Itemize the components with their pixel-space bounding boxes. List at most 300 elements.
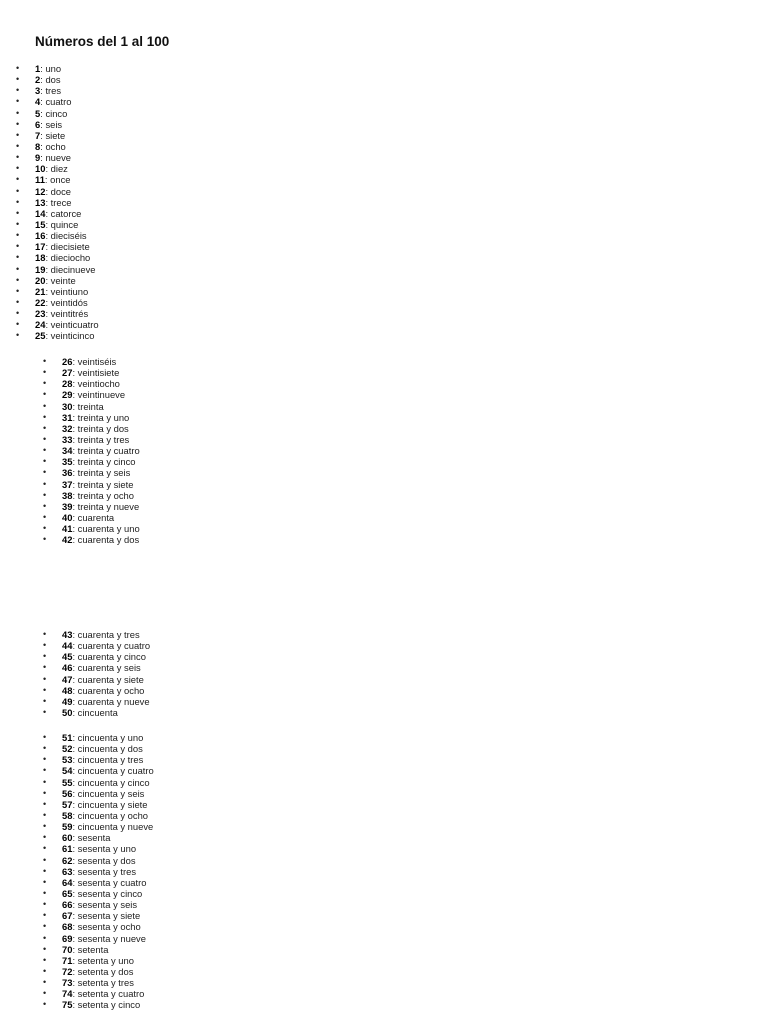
number-word: diecinueve [50,263,96,275]
separator: : [72,854,78,866]
list-item [62,910,154,921]
list-item [62,799,154,810]
number-value: 68 [62,921,73,933]
number-value: 42 [62,534,73,546]
list-item [62,933,154,944]
number-word: cuarenta y siete [77,673,144,685]
separator: : [45,252,51,264]
number-value: 38 [62,489,73,501]
separator: : [45,308,51,320]
separator: : [72,695,78,707]
number-word: cincuenta y seis [77,787,145,799]
number-value: 41 [62,523,73,535]
list-item [62,843,154,854]
separator: : [72,999,78,1011]
number-value: 44 [62,640,73,652]
list-item [35,96,99,107]
number-value: 35 [62,456,73,468]
number-value: 75 [62,999,73,1011]
list-item [62,412,140,423]
separator: : [45,185,51,197]
list-item [35,208,99,219]
number-word: sesenta y siete [77,910,141,922]
number-value: 47 [62,673,73,685]
number-value: 4 [35,96,41,108]
list-item [62,640,150,651]
number-word: treinta y siete [77,478,134,490]
separator: : [72,456,78,468]
list-item [62,367,140,378]
separator: : [40,63,46,74]
separator: : [72,754,78,766]
separator: : [72,809,78,821]
number-value: 30 [62,400,73,412]
list-item [62,490,140,501]
number-word: setenta y cinco [77,999,141,1011]
separator: : [45,285,51,297]
separator: : [72,921,78,933]
list-item [35,230,99,241]
separator: : [72,843,78,855]
number-word: setenta y tres [77,977,134,989]
list-item [62,456,140,467]
number-word: quince [50,218,79,230]
separator: : [72,865,78,877]
separator: : [72,367,78,379]
number-word: veinticuatro [50,319,99,331]
number-value: 32 [62,422,73,434]
number-word: doce [50,185,71,197]
number-word: cincuenta y dos [77,743,143,755]
list-item [62,423,140,434]
number-word: dos [45,74,61,86]
number-value: 20 [35,274,46,286]
list-item [62,378,140,389]
separator: : [72,776,78,788]
number-word: sesenta y ocho [77,921,141,933]
number-word: diez [50,163,68,175]
separator: : [40,74,46,86]
separator: : [72,489,78,501]
list-item [62,966,154,977]
separator: : [45,241,51,253]
number-word: setenta y cuatro [77,988,145,1000]
list-item [62,523,140,534]
number-value: 19 [35,263,46,275]
list-item [62,855,154,866]
list-item [62,356,140,367]
list-item [62,512,140,523]
separator: : [72,684,78,696]
number-value: 72 [62,965,73,977]
separator: : [72,478,78,490]
list-item [62,877,154,888]
list-item [35,85,99,96]
list-item [62,434,140,445]
number-value: 11 [35,174,45,186]
separator: : [40,107,46,119]
separator: : [45,330,51,342]
separator: : [72,511,78,523]
number-word: cuarenta y dos [77,534,140,546]
number-list-26-42 [62,356,140,545]
list-item [62,944,154,955]
list-item [62,501,140,512]
number-value: 43 [62,629,73,640]
separator: : [72,876,78,888]
number-word: cuarenta y uno [77,523,140,535]
number-word: veintinueve [77,389,126,401]
number-word: setenta [77,943,109,955]
separator: : [44,174,51,186]
list-item [62,832,154,843]
separator: : [72,629,78,640]
number-value: 5 [35,107,41,119]
list-item [35,308,99,319]
number-word: dieciséis [50,230,87,242]
number-value: 27 [62,367,73,379]
number-value: 59 [62,821,73,833]
list-item [35,186,99,197]
number-word: cincuenta y cinco [77,776,150,788]
list-item [62,888,154,899]
number-word: cuarenta [77,511,115,523]
number-word: once [50,174,71,186]
number-word: treinta y dos [77,422,129,434]
separator: : [72,954,78,966]
number-list-51-75 [62,732,154,1011]
number-value: 74 [62,988,73,1000]
number-value: 54 [62,765,73,777]
number-value: 22 [35,296,46,308]
number-word: treinta y ocho [77,489,134,501]
number-word: cuarenta y tres [77,629,140,640]
number-word: tres [45,85,62,97]
list-item [35,297,99,308]
number-value: 10 [35,163,46,175]
number-word: veinte [50,274,76,286]
number-value: 33 [62,433,73,445]
number-word: veintiuno [50,285,89,297]
separator: : [72,965,78,977]
list-item [62,685,150,696]
list-item [62,662,150,673]
number-value: 24 [35,319,46,331]
separator: : [40,85,46,97]
number-word: sesenta [77,832,111,844]
list-item [62,810,154,821]
number-word: veintidós [50,296,88,308]
number-value: 34 [62,445,73,457]
separator: : [72,356,78,367]
number-word: cincuenta y cuatro [77,765,154,777]
number-word: cuarenta y ocho [77,684,145,696]
number-value: 60 [62,832,73,844]
separator: : [72,910,78,922]
list-item [62,955,154,966]
list-item [35,141,99,152]
list-item [62,743,154,754]
number-word: treinta y nueve [77,500,140,512]
list-item [35,330,99,341]
list-item [62,696,150,707]
separator: : [72,422,78,434]
number-word: cincuenta y ocho [77,809,149,821]
number-value: 71 [62,954,73,966]
list-item [62,765,154,776]
number-value: 69 [62,932,73,944]
list-item [62,999,154,1010]
number-word: setenta y dos [77,965,134,977]
separator: : [72,467,78,479]
number-word: sesenta y seis [77,899,138,911]
separator: : [40,96,46,108]
list-item [35,286,99,297]
number-word: cuarenta y cuatro [77,640,151,652]
number-word: cincuenta y siete [77,798,148,810]
separator: : [72,640,78,652]
number-list-1-25 [35,63,99,342]
list-item [62,988,154,999]
separator: : [72,651,78,663]
number-value: 8 [35,140,41,152]
number-value: 46 [62,662,73,674]
separator: : [72,732,78,743]
list-item [62,788,154,799]
number-word: veintisiete [77,367,120,379]
number-value: 53 [62,754,73,766]
number-word: cuarenta y nueve [77,695,150,707]
number-list-43-50 [62,629,150,718]
number-word: sesenta y cinco [77,887,143,899]
separator: : [45,218,51,230]
list-item [35,275,99,286]
number-word: uno [45,63,62,74]
separator: : [72,977,78,989]
separator: : [45,207,51,219]
list-item [35,197,99,208]
list-item [35,63,99,74]
number-value: 36 [62,467,73,479]
separator: : [72,400,78,412]
separator: : [72,445,78,457]
number-value: 63 [62,865,73,877]
number-word: treinta y tres [77,433,130,445]
number-word: treinta y cinco [77,456,136,468]
separator: : [72,832,78,844]
number-word: setenta y uno [77,954,134,966]
list-item [62,629,150,640]
separator: : [72,534,78,546]
number-value: 29 [62,389,73,401]
number-value: 45 [62,651,73,663]
number-word: sesenta y cuatro [77,876,147,888]
separator: : [72,943,78,955]
list-item [35,74,99,85]
number-value: 12 [35,185,46,197]
list-item [62,777,154,788]
number-word: cuarenta y seis [77,662,141,674]
number-word: cincuenta [77,706,118,718]
number-word: catorce [50,207,82,219]
number-word: veintitrés [50,308,89,320]
list-item [62,707,150,718]
number-value: 49 [62,695,73,707]
separator: : [45,274,51,286]
list-item [35,119,99,130]
separator: : [72,798,78,810]
separator: : [72,932,78,944]
number-value: 21 [35,285,46,297]
list-item [62,651,150,662]
number-word: veintiséis [77,356,117,367]
separator: : [72,743,78,755]
separator: : [45,163,51,175]
list-item [62,821,154,832]
list-item [62,899,154,910]
list-item [35,130,99,141]
number-word: veinticinco [50,330,95,342]
list-item [62,754,154,765]
number-value: 23 [35,308,46,320]
number-value: 14 [35,207,46,219]
number-value: 51 [62,732,73,743]
number-value: 17 [35,241,46,253]
list-item [35,152,99,163]
number-word: treinta y uno [77,411,130,423]
number-word: dieciocho [50,252,91,264]
list-item [62,467,140,478]
separator: : [45,319,51,331]
number-word: nueve [45,152,71,164]
number-word: treinta [77,400,104,412]
number-word: sesenta y dos [77,854,136,866]
separator: : [72,378,78,390]
number-value: 39 [62,500,73,512]
number-value: 18 [35,252,46,264]
list-item [35,241,99,252]
number-value: 3 [35,85,41,97]
number-word: cincuenta y uno [77,732,144,743]
list-item [62,389,140,400]
number-value: 40 [62,511,73,523]
number-value: 62 [62,854,73,866]
separator: : [45,296,51,308]
number-value: 13 [35,196,46,208]
number-value: 58 [62,809,73,821]
number-value: 66 [62,899,73,911]
number-value: 64 [62,876,73,888]
separator: : [40,129,46,141]
number-value: 31 [62,411,73,423]
separator: : [72,765,78,777]
list-item [35,163,99,174]
number-word: cuatro [45,96,72,108]
list-item [62,534,140,545]
separator: : [72,673,78,685]
separator: : [72,523,78,535]
separator: : [72,706,78,718]
number-value: 61 [62,843,73,855]
number-word: cinco [45,107,68,119]
separator: : [45,230,51,242]
number-word: seis [45,118,63,130]
list-item [62,674,150,685]
number-value: 6 [35,118,41,130]
number-value: 55 [62,776,73,788]
number-word: siete [45,129,66,141]
separator: : [72,988,78,1000]
number-word: veintiocho [77,378,120,390]
number-value: 56 [62,787,73,799]
separator: : [40,118,46,130]
list-item [62,977,154,988]
number-value: 73 [62,977,73,989]
number-word: sesenta y tres [77,865,137,877]
number-word: cincuenta y tres [77,754,144,766]
separator: : [45,263,51,275]
number-word: sesenta y nueve [77,932,146,944]
number-value: 16 [35,230,46,242]
list-item [62,479,140,490]
list-item [35,319,99,330]
separator: : [72,899,78,911]
separator: : [45,196,51,208]
separator: : [40,140,46,152]
number-value: 2 [35,74,41,86]
number-word: cuarenta y cinco [77,651,146,663]
separator: : [40,152,46,164]
number-value: 57 [62,798,73,810]
number-value: 25 [35,330,46,342]
number-word: diecisiete [50,241,90,253]
separator: : [72,389,78,401]
number-value: 65 [62,887,73,899]
number-value: 26 [62,356,73,367]
number-value: 67 [62,910,73,922]
number-word: trece [50,196,72,208]
number-value: 15 [35,218,46,230]
separator: : [72,821,78,833]
number-value: 7 [35,129,41,141]
list-item [35,264,99,275]
number-word: treinta y seis [77,467,131,479]
list-item [62,921,154,932]
number-word: treinta y cuatro [77,445,140,457]
number-word: cincuenta y nueve [77,821,154,833]
number-value: 52 [62,743,73,755]
list-item [62,445,140,456]
number-value: 70 [62,943,73,955]
number-word: sesenta y uno [77,843,137,855]
number-value: 50 [62,706,73,718]
separator: : [72,787,78,799]
separator: : [72,500,78,512]
list-item [62,732,154,743]
list-item [35,108,99,119]
page-title: Números del 1 al 100 [35,34,170,49]
number-value: 28 [62,378,73,390]
separator: : [72,411,78,423]
number-value: 37 [62,478,73,490]
separator: : [72,662,78,674]
list-item [35,252,99,263]
list-item [62,401,140,412]
separator: : [72,433,78,445]
list-item [35,219,99,230]
number-value: 9 [35,152,41,164]
number-word: ocho [45,140,66,152]
